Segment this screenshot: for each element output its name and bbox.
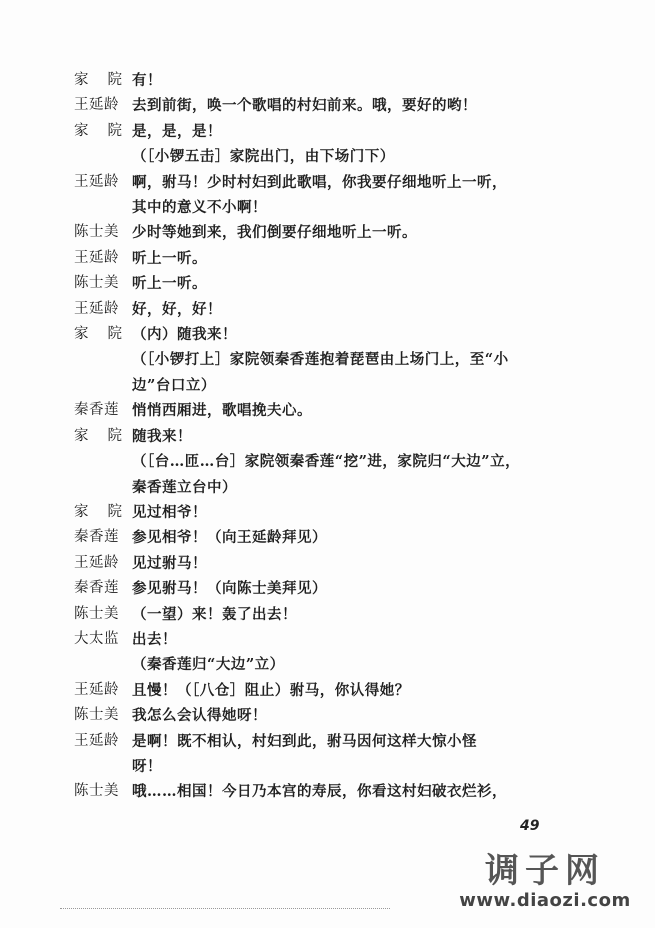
dialogue-text: 是，是，是！	[132, 122, 222, 140]
dialogue-text: （一望）来！轰了出去！	[132, 605, 297, 623]
dialogue-line	[74, 68, 574, 93]
dialogue-text: 悄悄西厢进，歌唱挽夫心。	[132, 402, 312, 420]
speaker-name: 王延龄	[74, 173, 119, 190]
dialogue-line	[74, 119, 574, 144]
watermark-title: 调子网	[485, 851, 605, 891]
speaker-name: 王延龄	[74, 681, 119, 698]
dialogue-text: 少时等她到来，我们倒要仔细地听上一听。	[132, 224, 417, 242]
dialogue-text: 随我来！	[132, 427, 192, 445]
dialogue-line	[74, 500, 574, 525]
dialogue-line	[74, 779, 574, 804]
stage-direction-text: 呀！	[132, 757, 162, 775]
dialogue-line	[74, 678, 574, 703]
dialogue-line	[74, 627, 574, 652]
speaker-name: 陈士美	[74, 707, 119, 724]
page-number: 49	[520, 818, 540, 834]
stage-direction-text: 其中的意义不小啊！	[132, 199, 267, 217]
dialogue-text: 见过相爷！	[132, 503, 207, 521]
speaker-name: 陈士美	[74, 783, 119, 800]
speaker-name: 家院	[74, 427, 141, 444]
dialogue-text: （内）随我来！	[132, 326, 237, 344]
dialogue-line	[74, 525, 574, 550]
speaker-name: 家院	[74, 122, 141, 139]
script-body	[74, 68, 574, 805]
dialogue-text: 听上一听。	[132, 249, 207, 267]
dialogue-line	[74, 220, 574, 245]
dialogue-line	[74, 424, 574, 449]
speaker-name: 王延龄	[74, 249, 119, 266]
dialogue-line	[74, 703, 574, 728]
dialogue-line	[74, 398, 574, 423]
speaker-name: 陈士美	[74, 275, 119, 292]
stage-direction-text: （秦香莲归“大边”立）	[132, 656, 285, 674]
speaker-name: 秦香莲	[74, 580, 119, 597]
stage-direction-text: （［台…匝…台］家院领秦香莲“挖”进，家院归“大边”立，	[132, 453, 521, 471]
speaker-name: 家院	[74, 503, 141, 520]
dialogue-text: 我怎么会认得她呀！	[132, 707, 267, 725]
dialogue-line	[74, 93, 574, 118]
dialogue-line	[74, 170, 574, 195]
speaker-name: 陈士美	[74, 224, 119, 241]
dialogue-text: 去到前街，唤一个歌唱的村妇前来。哦，要好的哟！	[132, 97, 477, 115]
stage-direction-text: （［小锣打上］家院领秦香莲抱着琵琶由上场门上，至“小	[132, 351, 509, 369]
dialogue-text: 参见相爷！（向王延龄拜见）	[132, 529, 327, 547]
stage-direction-line	[74, 144, 574, 169]
dialogue-line	[74, 602, 574, 627]
dialogue-line	[74, 322, 574, 347]
stage-direction-text: 秦香莲立台中）	[132, 478, 237, 496]
stage-direction-text: （［小锣五击］家院出门，由下场门下）	[132, 148, 395, 166]
dialogue-text: 有！	[132, 72, 162, 89]
dialogue-text: 是啊！既不相认，村妇到此，驸马因何这样大惊小怪	[132, 732, 477, 750]
stage-direction-line	[74, 373, 574, 398]
dialogue-line	[74, 297, 574, 322]
speaker-name: 王延龄	[74, 554, 119, 571]
dialogue-line	[74, 729, 574, 754]
dialogue-text: 出去！	[132, 630, 177, 648]
speaker-name: 秦香莲	[74, 402, 119, 419]
stage-direction-line	[74, 449, 574, 474]
dialogue-text: 好，好，好！	[132, 300, 222, 318]
dialogue-line	[74, 246, 574, 271]
dialogue-line	[74, 551, 574, 576]
dialogue-line	[74, 271, 574, 296]
stage-direction-line	[74, 475, 574, 500]
speaker-name: 王延龄	[74, 732, 119, 749]
dialogue-text: 啊，驸马！少时村妇到此歌唱，你我要仔细地听上一听，	[132, 173, 507, 191]
stage-direction-line	[74, 652, 574, 677]
dialogue-text: 哦……相国！今日乃本宫的寿辰，你看这村妇破衣烂衫，	[132, 783, 507, 801]
speaker-name: 王延龄	[74, 300, 119, 317]
stage-direction-line	[74, 347, 574, 372]
speaker-name: 王延龄	[74, 97, 119, 114]
watermark-url: www.diaozi.com	[459, 890, 631, 911]
dialogue-text: 参见驸马！（向陈士美拜见）	[132, 580, 327, 598]
stage-direction-line	[74, 195, 574, 220]
dialogue-text: 听上一听。	[132, 275, 207, 293]
stage-direction-line	[74, 754, 574, 779]
dialogue-line	[74, 576, 574, 601]
scan-edge-divider	[60, 908, 390, 911]
watermark	[440, 852, 650, 912]
speaker-name: 陈士美	[74, 605, 119, 622]
speaker-name: 大太监	[74, 630, 119, 647]
speaker-name: 家院	[74, 326, 141, 343]
speaker-name: 秦香莲	[74, 529, 119, 546]
dialogue-text: 且慢！（［八仓］阻止）驸马，你认得她？	[132, 681, 410, 699]
speaker-name: 家院	[74, 72, 141, 88]
dialogue-text: 见过驸马！	[132, 554, 207, 572]
stage-direction-text: 边”台口立）	[132, 376, 216, 394]
